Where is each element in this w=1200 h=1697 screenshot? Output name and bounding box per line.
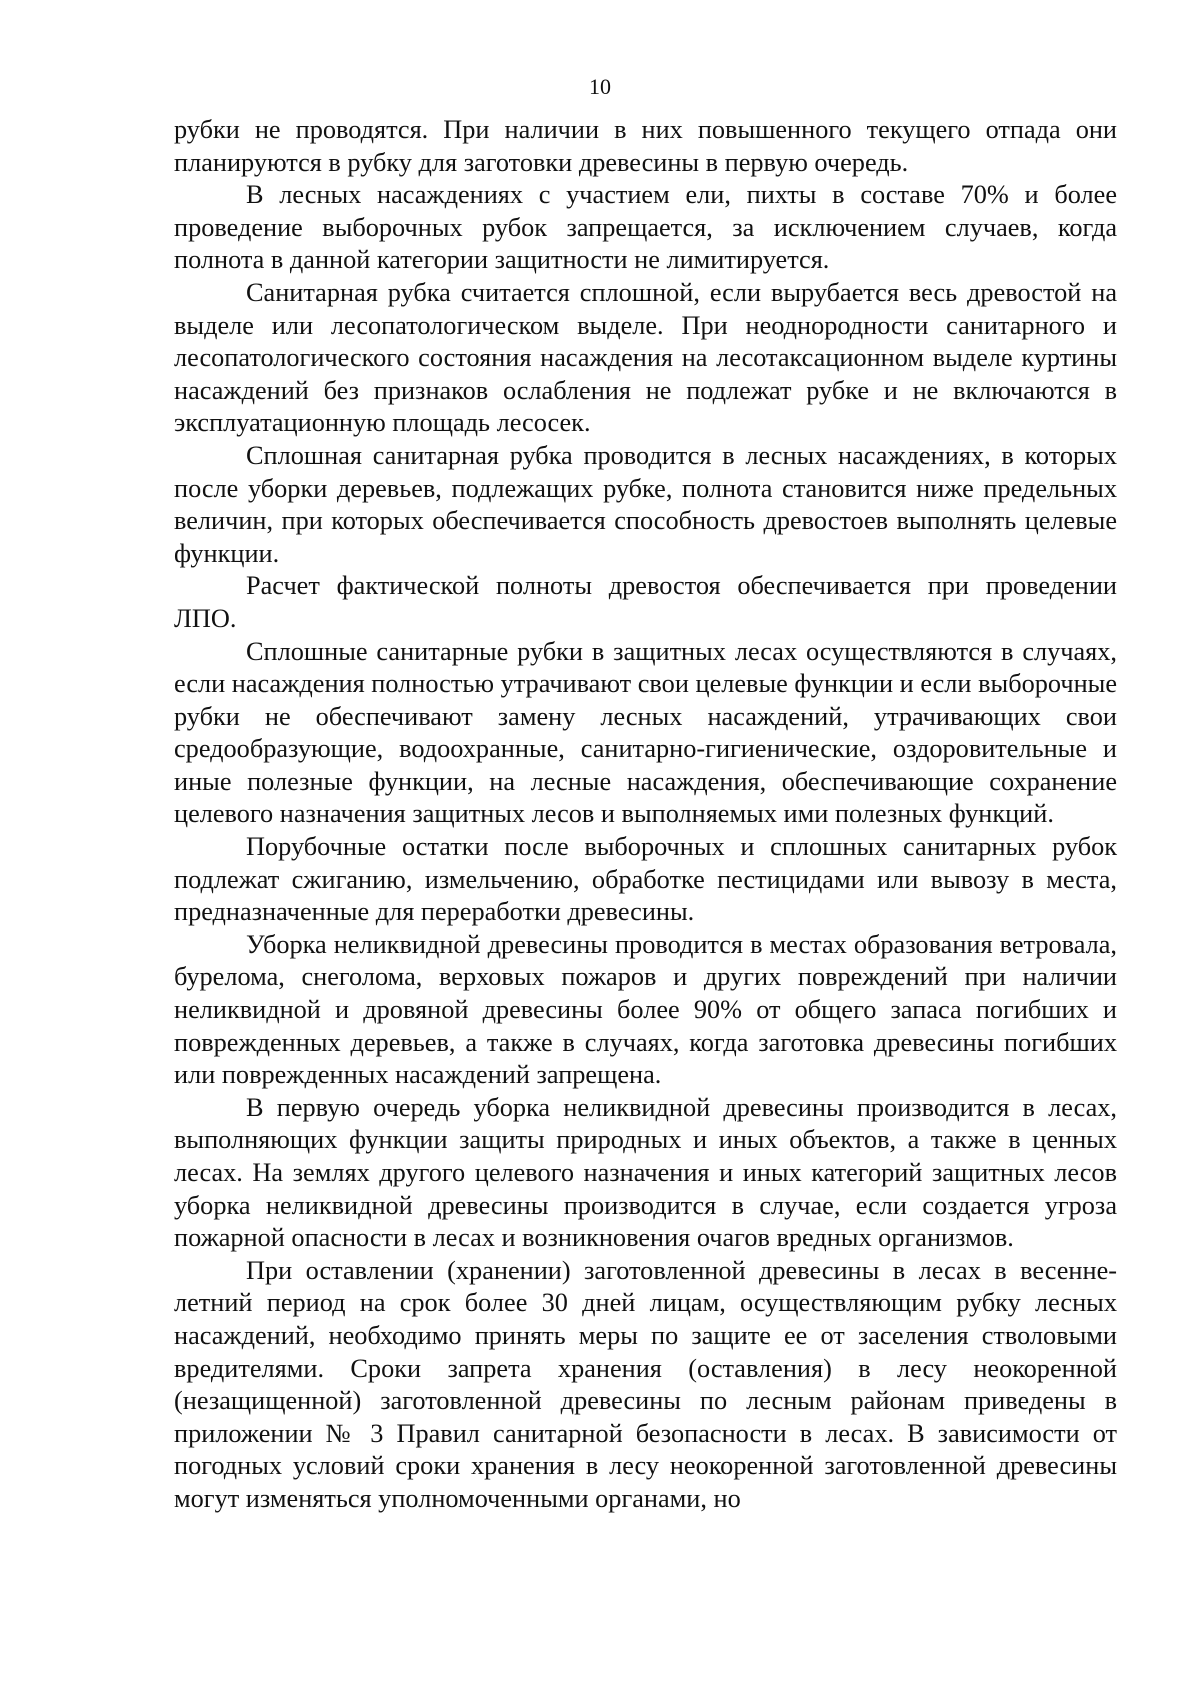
document-body bbox=[174, 114, 1117, 1516]
paragraph-wood-storage: При оставлении (хранении) заготовленной древесины в лесах в весенне-летний период на срок более 30 дней лицам, осуществляющим рубку лесных насаждений, необходимо принять меры по защите ее от заселения стволовыми вредителями. Сроки запрета хранения (оставления) в лесу неокоренной (незащищенной) заготовленной древесины по лесным районам приведены в приложении № 3 Правил санитарной безопасности в лесах. В зависимости от погодных условий сроки хранения в лесу неокоренной заготовленной древесины могут изменяться уполномоченными органами, но bbox=[174, 1255, 1117, 1513]
paragraph-continued: рубки не проводятся. При наличии в них повышенного текущего отпада они планируются в рубку для заготовки древесины в первую очередь. bbox=[174, 115, 1117, 177]
paragraph-protective-forests: Сплошные санитарные рубки в защитных лесах осуществляются в случаях, если насаждения полностью утрачивают свои целевые функции и если выборочные рубки не обеспечивают замену лесных насаждений, утрачивающих свои средообразующие, водоохранные, санитарно-гигиенические, оздоровительные и иные полезные функции, на лесные насаждения, обеспечивающие сохранение целевого назначения защитных лесов и выполняемых ими полезных функций. bbox=[174, 636, 1117, 829]
paragraph-spruce-fir-restriction: В лесных насаждениях с участием ели, пихты в составе 70% и более проведение выборочных рубок запрещается, за исключением случаев, когда полнота в данной категории защитности не лимитируется. bbox=[174, 180, 1117, 275]
paragraph-clear-sanitary-conditions: Сплошная санитарная рубка проводится в лесных насаждениях, в которых после уборки деревьев, подлежащих рубке, полнота становится ниже предельных величин, при которых обеспечивается способность древостоев выполнять целевые функции. bbox=[174, 440, 1117, 568]
paragraph-priority-cleanup: В первую очередь уборка неликвидной древесины производится в лесах, выполняющих функции защиты природных и иных объектов, а также в ценных лесах. На землях другого целевого назначения и иных категорий защитных лесов уборка неликвидной древесины производится в случае, если создается угроза пожарной опасности в лесах и возникновения очагов вредных организмов. bbox=[174, 1092, 1117, 1253]
page-number: 10 bbox=[589, 74, 611, 99]
paragraph-logging-residues: Порубочные остатки после выборочных и сплошных санитарных рубок подлежат сжиганию, измельчению, обработке пестицидами или вывозу в места, предназначенные для переработки древесины. bbox=[174, 832, 1117, 927]
paragraph-clear-sanitary-definition: Санитарная рубка считается сплошной, если вырубается весь древостой на выделе или лесопатологическом выделе. При неоднородности санитарного и лесопатологического состояния насаждения на лесотаксационном выделе куртины насаждений без признаков ослабления не подлежат рубке и не включаются в эксплуатационную площадь лесосек. bbox=[174, 277, 1117, 438]
paragraph-unmarketable-wood: Уборка неликвидной древесины проводится в местах образования ветровала, бурелома, снеголома, верховых пожаров и других повреждений при наличии неликвидной и дровяной древесины более 90% от общего запаса погибших и поврежденных деревьев, а также в случаях, когда заготовка древесины погибших или поврежденных насаждений запрещена. bbox=[174, 929, 1117, 1090]
paragraph-density-calculation: Расчет фактической полноты древостоя обеспечивается при проведении ЛПО. bbox=[174, 571, 1117, 633]
